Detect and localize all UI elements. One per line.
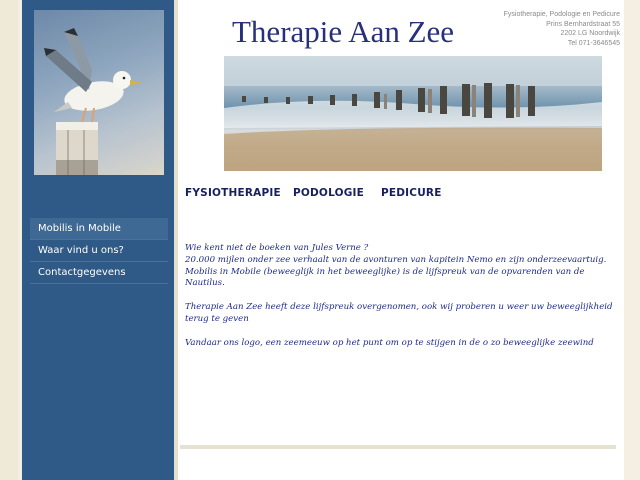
article-content [185, 243, 615, 350]
content-paragraph: Vandaar ons logo, een zeemeeuw op het punt om op te stijgen in de o zo beweeglijke zeewind [185, 337, 594, 348]
sidebar-item-mobilis-in-mobile[interactable]: Mobilis in Mobile [30, 218, 168, 240]
address-line: Fysiotherapie, Podologie en Pedicure [503, 11, 620, 18]
service-fysiotherapie[interactable]: FYSIOTHERAPIE [185, 187, 281, 199]
content-line: Wie kent niet de boeken van Jules Verne ? [185, 243, 369, 253]
content-paragraph: Therapie Aan Zee heeft deze lijfspreuk overgenomen, ook wij proberen u weer uw beweeglijkheid terug te geven [185, 302, 613, 324]
service-pedicure[interactable]: PEDICURE [381, 187, 442, 199]
address-line: Tel 071-3646545 [567, 39, 620, 47]
address-line: 2202 LG Noordwijk [560, 30, 620, 37]
site-title: Therapie Aan Zee [232, 14, 455, 49]
sidebar-item-waar-vind-u-ons[interactable]: Waar vind u ons? [30, 240, 168, 262]
service-podologie[interactable]: PODOLOGIE [293, 187, 365, 199]
address-block [470, 10, 620, 48]
groynes-illustration [224, 56, 602, 171]
beach-painting [224, 56, 602, 171]
sidebar-item-contactgegevens[interactable]: Contactgegevens [30, 262, 168, 284]
content-line: Mobilis in Mobile (beweeglijk in het beweeglijke) is de lijfspreuk van de opvarenden van de Nautilus. [185, 266, 585, 289]
content-line: 20.000 mijlen onder zee verhaalt van de avonturen van kapitein Nemo en zijn onderzeevaartuig. [185, 254, 607, 265]
sidebar-nav [30, 218, 168, 284]
footer-divider [180, 445, 616, 449]
seagull-illustration [34, 10, 164, 175]
seagull-painting [34, 10, 164, 175]
services-bar [185, 187, 605, 203]
address-line: Prins Bernhardstraat 55 [546, 20, 620, 28]
